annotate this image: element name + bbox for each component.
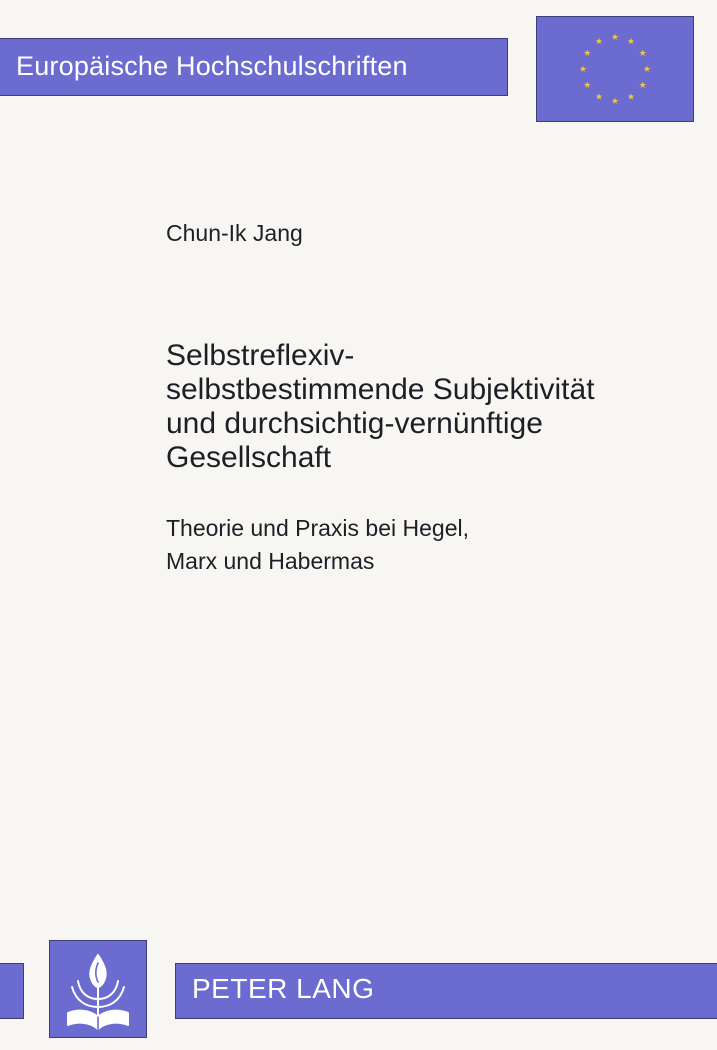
subtitle-line: Marx und Habermas <box>166 548 375 574</box>
star-icon <box>639 82 645 88</box>
title-line: Selbstreflexiv- <box>166 339 355 372</box>
star-icon <box>644 66 650 72</box>
star-icon <box>596 38 602 44</box>
peter-lang-logo-icon <box>50 941 146 1037</box>
author-name: Chun-Ik Jang <box>166 220 303 246</box>
title-line: selbstbestimmende Subjektivität <box>166 373 595 406</box>
star-icon <box>628 93 634 99</box>
eu-stars-icon <box>537 17 693 121</box>
series-band <box>0 38 508 96</box>
star-icon <box>639 50 645 56</box>
title-line: und durchsichtig-vernünftige <box>166 407 543 440</box>
left-band-stub <box>0 963 24 1019</box>
star-icon <box>580 66 586 72</box>
title-line: Gesellschaft <box>166 441 332 474</box>
publisher-band <box>175 963 717 1019</box>
star-icon <box>612 34 618 40</box>
publisher-name: PETER LANG <box>192 973 375 1004</box>
star-icon <box>584 50 590 56</box>
star-icon <box>612 98 618 104</box>
book-subtitle <box>166 512 686 578</box>
book-title <box>166 339 686 475</box>
eu-flag <box>536 16 694 122</box>
star-icon <box>628 38 634 44</box>
star-icon <box>596 93 602 99</box>
publisher-logo <box>49 940 147 1038</box>
subtitle-line: Theorie und Praxis bei Hegel, <box>166 515 469 541</box>
series-title: Europäische Hochschulschriften <box>16 51 408 81</box>
star-icon <box>584 82 590 88</box>
